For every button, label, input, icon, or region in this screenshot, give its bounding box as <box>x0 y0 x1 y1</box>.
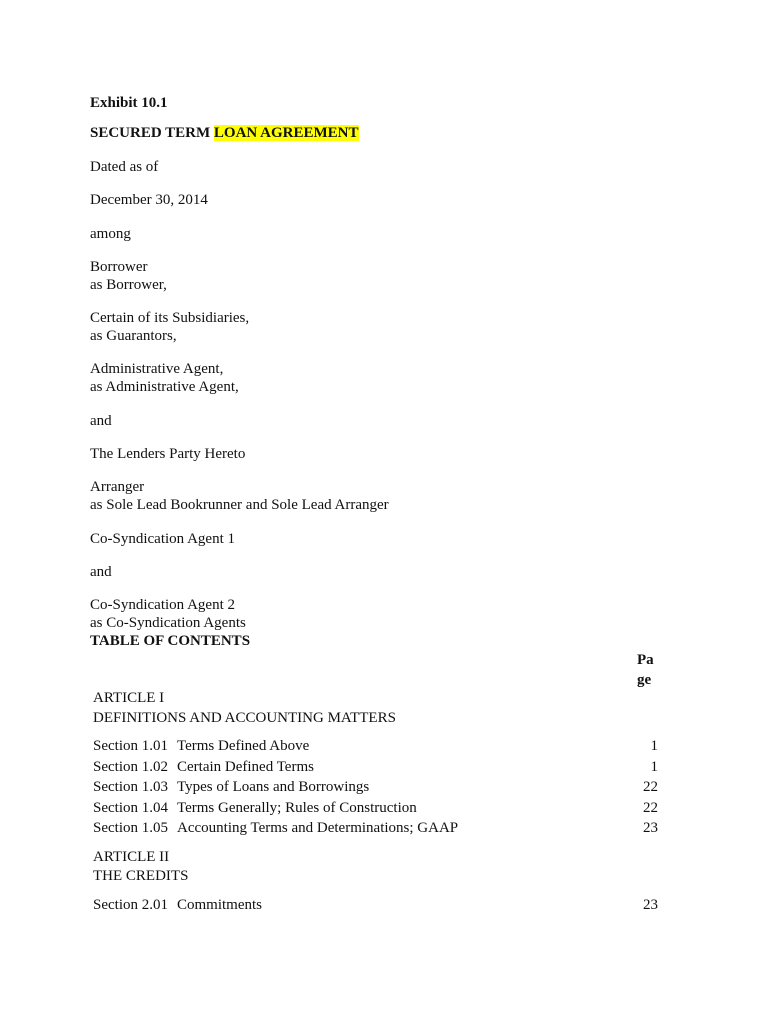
toc-page-number: 22 <box>643 800 658 816</box>
toc-section-number: Section 1.02 <box>93 759 168 775</box>
toc-page-number: 23 <box>643 820 658 836</box>
toc-page-number: 22 <box>643 779 658 795</box>
admin-agent-name: Administrative Agent, <box>90 361 224 377</box>
toc-section-number: Section 1.05 <box>93 820 168 836</box>
article-2-title: THE CREDITS <box>93 868 189 884</box>
toc-section-number: Section 1.04 <box>93 800 168 816</box>
cosyndication-agent-1: Co-Syndication Agent 1 <box>90 531 235 547</box>
toc-entry <box>93 798 673 818</box>
borrower-name: Borrower <box>90 259 148 275</box>
admin-agent-role: as Administrative Agent, <box>90 379 239 395</box>
toc-page-number: 23 <box>643 897 658 913</box>
and-text: and <box>90 413 112 429</box>
toc-entry <box>93 757 673 777</box>
toc-entry <box>93 777 673 797</box>
toc-entry <box>93 736 673 756</box>
toc-entry <box>93 818 673 838</box>
guarantors-role: as Guarantors, <box>90 328 177 344</box>
toc-section-title: Terms Defined Above <box>177 738 310 754</box>
toc-section-title: Terms Generally; Rules of Construction <box>177 800 417 816</box>
toc-page-column-header: Page <box>637 652 654 688</box>
among-text: among <box>90 226 131 242</box>
article-1-title: DEFINITIONS AND ACCOUNTING MATTERS <box>93 710 396 726</box>
article-2-number: ARTICLE II <box>93 849 170 865</box>
toc-section-title: Types of Loans and Borrowings <box>177 779 370 795</box>
toc-entry <box>93 895 673 915</box>
toc-section-title: Commitments <box>177 897 263 913</box>
toc-section-title: Accounting Terms and Determinations; GAAP <box>177 820 459 836</box>
toc-section-title: Certain Defined Terms <box>177 759 314 775</box>
guarantors-name: Certain of its Subsidiaries, <box>90 310 250 326</box>
agreement-date: December 30, 2014 <box>90 192 208 208</box>
toc-section-number: Section 2.01 <box>93 897 168 913</box>
exhibit-label: Exhibit 10.1 <box>90 95 168 111</box>
agreement-title <box>90 124 359 142</box>
article-1-number: ARTICLE I <box>93 690 165 706</box>
lenders-text: The Lenders Party Hereto <box>90 446 246 462</box>
agreement-title-highlighted: LOAN AGREEMENT <box>213 125 359 141</box>
dated-as-of: Dated as of <box>90 159 159 175</box>
arranger-role: as Sole Lead Bookrunner and Sole Lead Arranger <box>90 497 389 513</box>
toc-section-number: Section 1.01 <box>93 738 168 754</box>
borrower-role: as Borrower, <box>90 277 167 293</box>
toc-page-number: 1 <box>650 738 658 754</box>
toc-section-number: Section 1.03 <box>93 779 168 795</box>
cosyndication-role: as Co-Syndication Agents <box>90 615 246 631</box>
and-text: and <box>90 564 112 580</box>
arranger-name: Arranger <box>90 479 145 495</box>
agreement-title-plain: SECURED TERM <box>90 125 214 141</box>
cosyndication-agent-2: Co-Syndication Agent 2 <box>90 597 235 613</box>
toc-heading: TABLE OF CONTENTS <box>90 633 251 649</box>
toc-page-number: 1 <box>650 759 658 775</box>
